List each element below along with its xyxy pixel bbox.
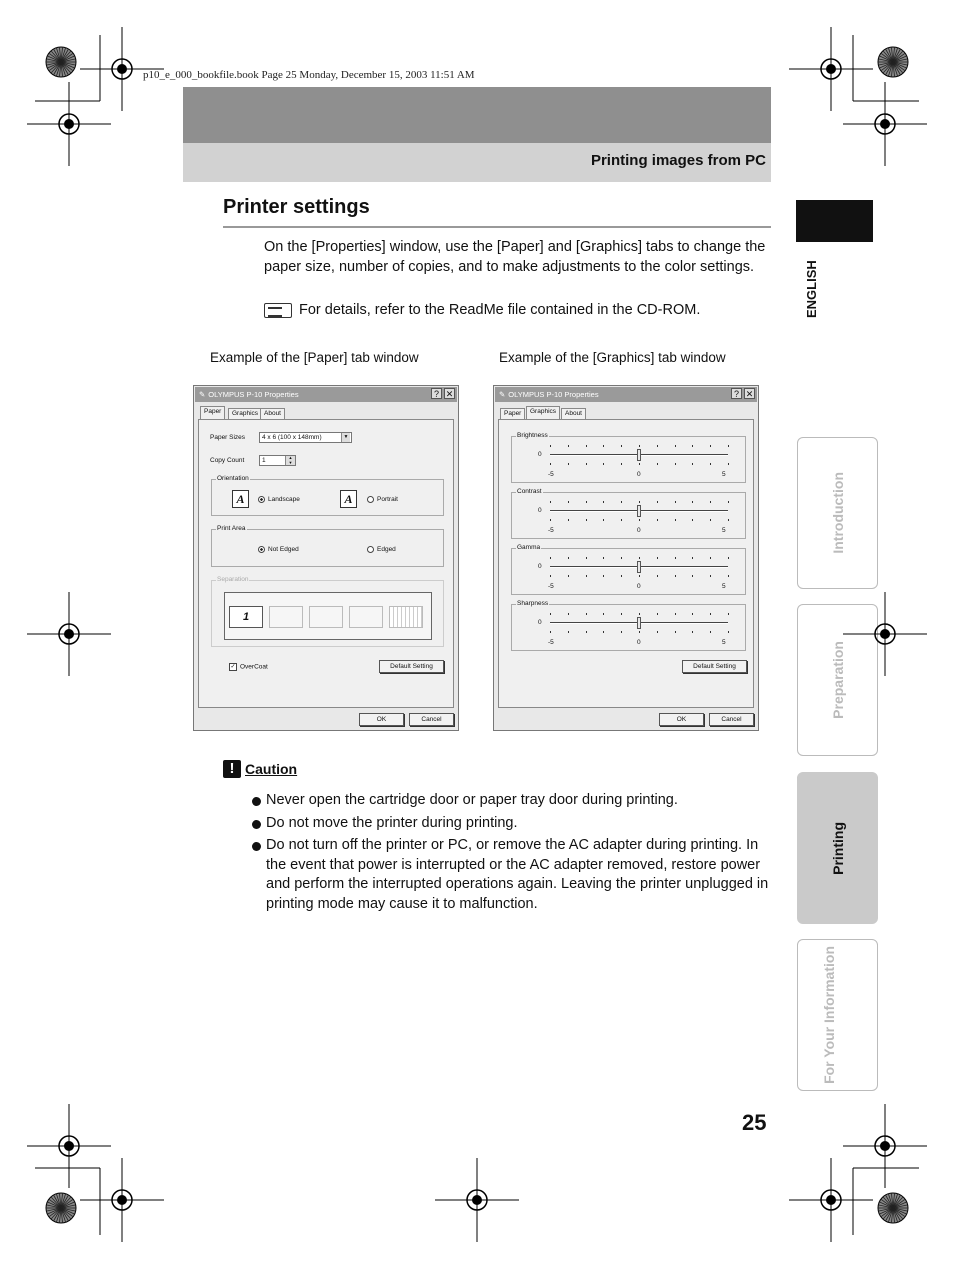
- landscape-a-icon: A: [232, 490, 249, 508]
- copy-count-value: 1: [262, 457, 266, 464]
- registration-mark: [27, 592, 111, 676]
- registration-mark: [843, 82, 927, 166]
- tab-printing-label: Printing: [829, 821, 846, 875]
- color-target-mark: [878, 1193, 908, 1223]
- checkbox-checked-icon: ✓: [230, 664, 236, 670]
- page-number: 25: [742, 1110, 767, 1135]
- brightness-mid: 0: [637, 471, 641, 478]
- printer-icon: ✎: [199, 390, 206, 399]
- color-target-mark: [46, 47, 76, 77]
- sharpness-max: 5: [722, 639, 726, 646]
- caution-item: Never open the cartridge door or paper tray door during printing.: [248, 791, 773, 811]
- brightness-max: 5: [722, 471, 726, 478]
- tab-about[interactable]: About: [561, 408, 586, 419]
- page-title: Printer settings: [223, 196, 370, 218]
- registration-mark: [80, 1158, 164, 1242]
- sharpness-min: -5: [548, 639, 554, 646]
- separation-option-1[interactable]: 1: [229, 606, 263, 628]
- gamma-min: -5: [548, 583, 554, 590]
- close-button[interactable]: ✕: [445, 389, 454, 399]
- print-info-line: p10_e_000_bookfile.book Page 25 Monday, December 15, 2003 11:51 AM: [143, 69, 475, 81]
- gamma-label: Gamma: [517, 544, 541, 551]
- orientation-label: Orientation: [217, 475, 249, 482]
- brightness-min: -5: [548, 471, 554, 478]
- tab-paper[interactable]: Paper: [500, 408, 525, 419]
- caption-graphics: Example of the [Graphics] tab window: [499, 350, 726, 365]
- header-section-title: Printing images from PC: [590, 152, 766, 169]
- color-target-mark: [878, 47, 908, 77]
- tab-about[interactable]: About: [260, 408, 285, 419]
- gamma-value: 0: [538, 563, 542, 570]
- registration-mark: [80, 27, 164, 111]
- portrait-label: Portrait: [377, 496, 398, 504]
- registration-mark: [789, 1158, 873, 1242]
- stepper-arrows-icon: ▲ ▼: [285, 456, 295, 465]
- sharpness-label: Sharpness: [517, 600, 549, 607]
- sharpness-mid: 0: [637, 639, 641, 646]
- contrast-max: 5: [722, 527, 726, 534]
- gamma-max: 5: [722, 583, 726, 590]
- contrast-min: -5: [548, 527, 554, 534]
- paper-sizes-label: Paper Sizes: [210, 434, 246, 441]
- separation-label: Separation: [217, 576, 249, 583]
- registration-mark: [843, 592, 927, 676]
- gamma-mid: 0: [637, 583, 641, 590]
- registration-mark: [789, 27, 873, 111]
- paper-sizes-value: 4 x 6 (100 x 148mm): [262, 434, 322, 441]
- tab-paper[interactable]: Paper: [200, 406, 225, 419]
- sharpness-value: 0: [538, 619, 542, 626]
- registration-mark: [27, 82, 111, 166]
- registration-mark: [843, 1104, 927, 1188]
- contrast-label: Contrast: [517, 488, 542, 495]
- caution-item: Do not move the printer during printing.: [248, 814, 773, 834]
- ok-button[interactable]: OK: [359, 713, 404, 726]
- tab-graphics[interactable]: Graphics: [526, 406, 560, 419]
- dialog-title: OLYMPUS P-10 Properties: [508, 390, 599, 399]
- intro-paragraph: On the [Properties] window, use the [Paper] and [Graphics] tabs to change the paper size, number of copies, and to make adjustments to the color settings.: [264, 239, 766, 275]
- tab-introduction-label: Introduction: [829, 472, 846, 554]
- copy-count-label: Copy Count: [210, 457, 245, 464]
- contrast-mid: 0: [637, 527, 641, 534]
- portrait-a-icon: A: [340, 490, 357, 508]
- close-button[interactable]: ✕: [745, 389, 754, 399]
- cancel-button[interactable]: Cancel: [709, 713, 754, 726]
- language-label: ENGLISH: [804, 260, 819, 318]
- not-edged-label: Not Edged: [268, 546, 299, 554]
- caution-icon: !: [223, 760, 241, 778]
- chevron-down-icon: ▼: [341, 433, 350, 442]
- tab-for-your-information-label: For Your Information: [820, 946, 837, 1084]
- contrast-value: 0: [538, 507, 542, 514]
- cancel-button[interactable]: Cancel: [409, 713, 454, 726]
- registration-mark: [27, 1104, 111, 1188]
- color-target-mark: [46, 1193, 76, 1223]
- overcoat-label: OverCoat: [240, 663, 268, 671]
- brightness-value: 0: [538, 451, 542, 458]
- tab-graphics[interactable]: Graphics: [228, 408, 262, 419]
- print-area-label: Print Area: [217, 525, 246, 532]
- tab-preparation-label: Preparation: [829, 641, 846, 719]
- help-button[interactable]: ?: [431, 388, 442, 399]
- dialog-title: OLYMPUS P-10 Properties: [208, 390, 299, 399]
- default-setting-button[interactable]: Default Setting: [682, 660, 747, 673]
- note-text: For details, refer to the ReadMe file contained in the CD-ROM.: [299, 302, 701, 318]
- caution-item: Do not turn off the printer or PC, or remove the AC adapter during printing. In the event that power is interrupted or the AC adapter removed, restore power and perform the interrupted operations again. Leaving the printer unplugged in printing mode may cause it to malfunction.: [248, 836, 773, 914]
- default-setting-button[interactable]: Default Setting: [379, 660, 444, 673]
- edged-label: Edged: [377, 546, 396, 554]
- printer-icon: ✎: [499, 390, 506, 399]
- help-button[interactable]: ?: [731, 388, 742, 399]
- caution-label: Caution: [245, 761, 298, 777]
- landscape-label: Landscape: [268, 496, 300, 504]
- caption-paper: Example of the [Paper] tab window: [210, 350, 419, 365]
- ok-button[interactable]: OK: [659, 713, 704, 726]
- brightness-label: Brightness: [517, 432, 548, 439]
- registration-mark: [435, 1158, 519, 1242]
